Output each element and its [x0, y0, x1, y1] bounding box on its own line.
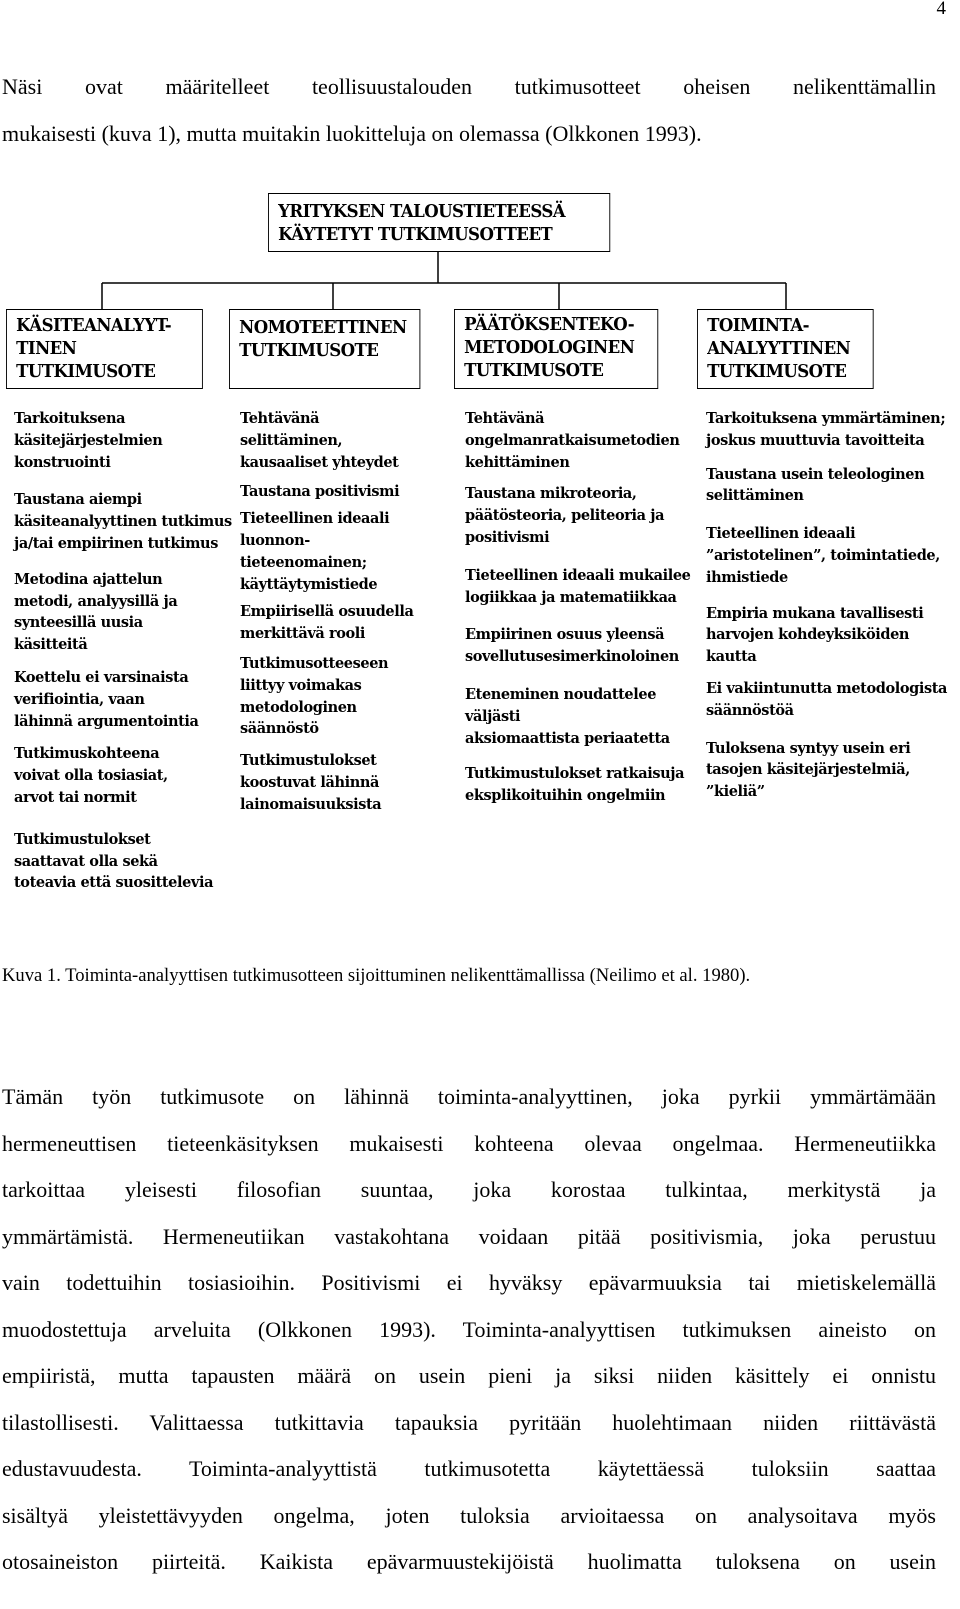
criteria-line: Tutkimustulokset — [240, 752, 377, 770]
criteria-block — [465, 763, 690, 807]
criteria-block — [240, 750, 440, 815]
criteria-line: säännöstö — [240, 720, 319, 738]
column-text-decision — [465, 408, 690, 818]
criteria-block — [240, 508, 440, 595]
criteria-line: Tutkimuskohteena — [14, 745, 160, 763]
criteria-block — [240, 408, 440, 473]
body-line: otosaineiston piirteitä. Kaikista epävarmuustekijöistä huolimatta tuloksena on usein — [2, 1549, 936, 1574]
criteria-block — [706, 464, 941, 508]
criteria-line: lainomaisuuksista — [240, 795, 382, 813]
criteria-line: Empiirinen osuus yleensä — [465, 626, 665, 644]
heading-line: KÄSITEANALYYT- — [16, 315, 172, 336]
criteria-line: merkittävä rooli — [240, 625, 366, 643]
criteria-block — [14, 667, 224, 732]
column-heading-decision — [454, 309, 658, 389]
criteria-line: toteavia että suosittelevia — [14, 874, 214, 892]
criteria-line: Tutkimusotteeseen — [240, 654, 389, 672]
criteria-line: Tarkoituksena ymmärtäminen; — [706, 410, 946, 427]
criteria-block — [240, 601, 440, 645]
criteria-line: väljästi — [465, 707, 521, 725]
criteria-line: Tutkimustulokset ratkaisuja — [465, 765, 685, 783]
criteria-line: kausaaliset yhteydet — [240, 453, 399, 471]
criteria-line: lähinnä argumentointia — [14, 712, 199, 730]
body-line: empiiristä, mutta tapausten määrä on usein pieni ja siksi niiden käsittely ei onnistu — [2, 1363, 936, 1388]
criteria-line: Tehtävänä — [465, 410, 545, 427]
criteria-block — [706, 408, 946, 452]
intro-line: Näsi ovat määritelleet teollisuustalouden tutkimusotteet oheisen nelikenttämallin — [2, 74, 936, 99]
body-line: Tämän työn tutkimusote on lähinnä toiminta-analyyttinen, joka pyrkii ymmärtämään — [2, 1084, 936, 1109]
criteria-line: harvojen kohdeyksiköiden — [706, 626, 910, 644]
page-number: 4 — [936, 0, 946, 19]
column-heading-nomothetic — [229, 309, 420, 389]
criteria-line: eksplikoituihin ongelmiin — [465, 787, 666, 805]
criteria-block — [465, 408, 690, 473]
criteria-line: kehittäminen — [465, 453, 570, 471]
figure-caption: Kuva 1. Toiminta-analyyttisen tutkimusotteen sijoittuminen nelikenttämallissa (Neilimo et al. 1980). — [2, 965, 751, 986]
criteria-line: logiikkaa ja matematiikkaa — [465, 588, 677, 606]
criteria-line: metodologinen — [240, 698, 357, 716]
heading-line: TUTKIMUSOTE — [707, 361, 847, 382]
criteria-line: positivismi — [465, 528, 550, 546]
body-line: muodostettuja arveluita (Olkkonen 1993). Toiminta-analyyttisen tutkimuksen aineisto on — [2, 1316, 936, 1342]
criteria-block — [706, 678, 948, 722]
criteria-block — [465, 684, 690, 749]
criteria-line: Tieteellinen ideaali — [240, 510, 390, 528]
intro-line: mukaisesti (kuva 1), mutta muitakin luokitteluja on olemassa (Olkkonen 1993). — [2, 120, 702, 146]
criteria-line: kautta — [706, 648, 757, 666]
criteria-line: sovellutusesimerkinoloinen — [465, 648, 679, 666]
criteria-line: synteesillä uusia — [14, 614, 143, 632]
top-box-line: YRITYKSEN TALOUSTIETEESSÄ — [278, 201, 566, 222]
body-line: sisältyä yleistettävyyden ongelma, joten tuloksia arvioitaessa on analysoitava myös — [2, 1502, 936, 1528]
criteria-block — [706, 738, 941, 803]
criteria-block — [240, 481, 440, 503]
heading-line: TOIMINTA- — [707, 315, 810, 336]
criteria-block — [706, 603, 941, 668]
criteria-line: Tuloksena syntyy usein eri — [706, 739, 911, 757]
criteria-line: Taustana usein teleologinen — [706, 465, 925, 483]
criteria-line: Tehtävänä — [240, 410, 320, 427]
criteria-line: ongelmanratkaisumetodien — [465, 431, 680, 449]
criteria-line: Koettelu ei varsinaista — [14, 668, 189, 686]
criteria-line: säännöstöä — [706, 701, 794, 719]
criteria-line: Ei vakiintunutta metodologista — [706, 679, 948, 697]
criteria-line: Empiirisellä osuudella — [240, 603, 414, 621]
heading-line: NOMOTEETTINEN — [239, 317, 407, 338]
criteria-line: ”aristotelinen”, toimintatiede, — [706, 546, 940, 564]
heading-line: TUTKIMUSOTE — [239, 340, 379, 361]
criteria-line: saattavat olla sekä — [14, 852, 158, 870]
criteria-line: Tieteellinen ideaali — [706, 525, 856, 543]
criteria-line: käsitteitä — [14, 636, 88, 654]
criteria-block — [14, 829, 224, 894]
criteria-line: arvot tai normit — [14, 788, 137, 806]
criteria-block — [465, 565, 690, 609]
criteria-line: tieteenomainen; — [240, 553, 367, 571]
top-box-line: KÄYTETYT TUTKIMUSOTTEET — [278, 224, 553, 245]
body-paragraph — [2, 1074, 936, 1586]
criteria-block — [14, 489, 232, 554]
criteria-line: Tarkoituksena — [14, 410, 126, 427]
criteria-line: ihmistiede — [706, 568, 788, 586]
criteria-line: Taustana mikroteoria, — [465, 485, 637, 503]
heading-line: TINEN — [16, 338, 77, 359]
criteria-line: liittyy voimakas — [240, 676, 362, 694]
body-line: hermeneuttisen tieteenkäsityksen mukaisesti kohteena olevaa ongelmaa. Hermeneutiikka — [2, 1130, 936, 1156]
research-approaches-figure — [0, 185, 960, 935]
criteria-line: päätösteoria, peliteoria ja — [465, 507, 665, 525]
criteria-line: Empiria mukana tavallisesti — [706, 604, 924, 622]
criteria-line: Metodina ajattelun — [14, 570, 163, 588]
criteria-line: Tutkimustulokset — [14, 830, 151, 848]
criteria-block — [465, 624, 690, 668]
column-text-action — [706, 408, 948, 814]
intro-paragraph — [2, 64, 936, 157]
criteria-line: selittäminen — [706, 487, 804, 505]
criteria-line: selittäminen, — [240, 431, 343, 449]
column-heading-conceptual — [6, 309, 203, 389]
body-line: ymmärtämistä. Hermeneutiikan vastakohtana voidaan pitää positivismia, joka perustuu — [2, 1223, 936, 1249]
criteria-line: koostuvat lähinnä — [240, 773, 379, 791]
body-line: tarkoittaa yleisesti filosofian suuntaa, joka korostaa tulkintaa, merkitystä ja — [2, 1177, 936, 1202]
criteria-line: ja/tai empiirinen tutkimus — [14, 534, 218, 552]
criteria-block — [465, 483, 690, 548]
heading-line: PÄÄTÖKSENTEKO- — [464, 314, 635, 335]
criteria-block — [240, 653, 440, 740]
criteria-block — [14, 569, 224, 656]
body-line: edustavuudesta. Toiminta-analyyttistä tutkimusotetta käytettäessä tuloksiin saattaa — [2, 1456, 936, 1481]
heading-line: TUTKIMUSOTE — [16, 361, 156, 382]
body-line: vain todettuihin tosiasioihin. Positivismi ei hyväksy epävarmuuksia tai mietiskelemällä — [2, 1270, 936, 1295]
criteria-line: Tieteellinen ideaali mukailee — [465, 566, 691, 584]
criteria-block — [14, 743, 224, 808]
criteria-line: tasojen käsitejärjestelmiä, — [706, 761, 910, 779]
criteria-line: käsiteanalyyttinen tutkimus — [14, 513, 232, 531]
criteria-line: konstruointi — [14, 453, 111, 471]
criteria-block — [14, 408, 224, 473]
heading-line: METODOLOGINEN — [464, 337, 635, 358]
criteria-line: luonnon- — [240, 531, 310, 549]
criteria-line: käsitejärjestelmien — [14, 431, 163, 449]
criteria-line: joskus muuttuvia tavoitteita — [706, 431, 925, 449]
criteria-line: voivat olla tosiasiat, — [14, 767, 168, 785]
column-text-nomothetic — [240, 408, 440, 827]
column-text-conceptual — [14, 408, 232, 905]
criteria-line: ”kieliä” — [706, 783, 765, 801]
criteria-line: Taustana positivismi — [240, 483, 400, 501]
top-box — [268, 193, 610, 252]
criteria-line: aksiomaattista periaatetta — [465, 729, 670, 747]
criteria-line: metodi, analyysillä ja — [14, 592, 178, 610]
body-line: tilastollisesti. Valittaessa tutkittavia tapauksia pyritään huolehtimaan niiden riittävästä — [2, 1409, 936, 1435]
criteria-line: verifiointia, vaan — [14, 690, 145, 708]
heading-line: TUTKIMUSOTE — [464, 360, 604, 381]
criteria-line: Taustana aiempi — [14, 491, 142, 509]
criteria-block — [706, 523, 941, 588]
heading-line: ANALYYTTINEN — [707, 338, 851, 359]
criteria-line: Eteneminen noudattelee — [465, 685, 657, 703]
criteria-line: käyttäytymistiede — [240, 575, 378, 593]
column-heading-action — [697, 309, 874, 389]
